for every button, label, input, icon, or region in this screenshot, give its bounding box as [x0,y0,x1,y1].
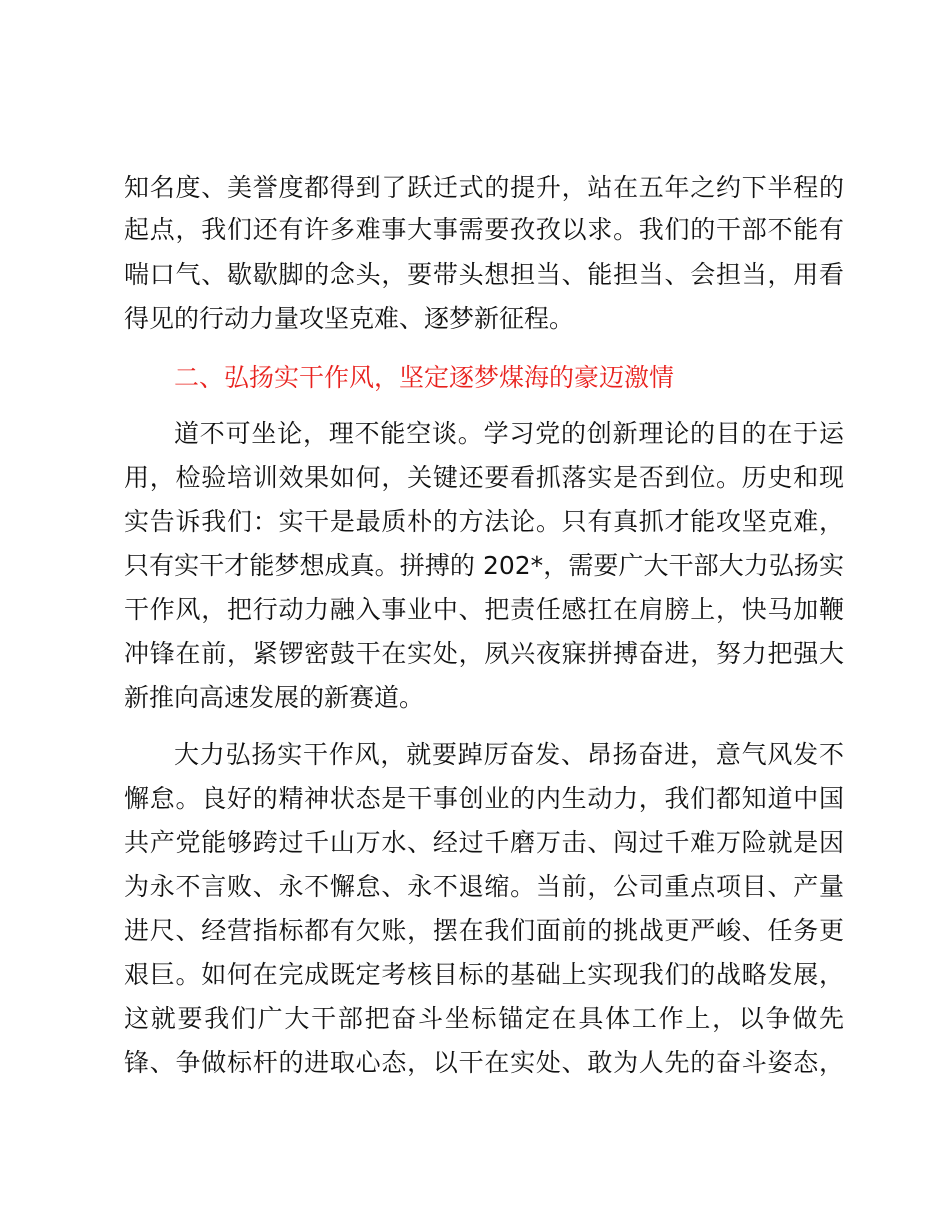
paragraph-2-line-3: 实告诉我们：实干是最质朴的方法论。只有真抓才能攻坚克难， [124,507,844,536]
paragraph-3-line-8: 锋、争做标杆的进取心态，以干在实处、敢为人先的奋斗姿态， [124,1048,844,1077]
paragraph-3-line-2: 懈怠。良好的精神状态是干事创业的内生动力，我们都知道中国 [124,784,844,813]
paragraph-3-line-3: 共产党能够跨过千山万水、经过千磨万击、闯过千难万险就是因 [124,828,844,857]
paragraph-2-line-1: 道不可坐论，理不能空谈。学习党的创新理论的目的在于运 [174,419,844,448]
paragraph-2-line-6: 冲锋在前，紧锣密鼓干在实处，夙兴夜寐拼搏奋进，努力把强大 [124,639,844,668]
paragraph-3-line-1: 大力弘扬实干作风，就要踔厉奋发、昂扬奋进，意气风发不 [174,740,844,769]
paragraph-1-line-4: 得见的行动力量攻坚克难、逐梦新征程。 [124,304,575,333]
paragraph-3-line-5: 进尺、经营指标都有欠账，摆在我们面前的挑战更严峻、任务更 [124,916,844,945]
paragraph-3-line-6: 艰巨。如何在完成既定考核目标的基础上实现我们的战略发展， [124,960,844,989]
paragraph-2-line-7: 新推向高速发展的新赛道。 [124,683,425,712]
paragraph-1-line-2: 起点，我们还有许多难事大事需要孜孜以求。我们的干部不能有 [124,215,844,244]
paragraph-1-line-3: 喘口气、歇歇脚的念头，要带头想担当、能担当、会担当，用看 [124,260,844,289]
paragraph-3-line-4: 为永不言败、永不懈怠、永不退缩。当前，公司重点项目、产量 [124,872,844,901]
paragraph-2-line-5: 干作风，把行动力融入事业中、把责任感扛在肩膀上，快马加鞭 [124,595,844,624]
paragraph-3-line-7: 这就要我们广大干部把奋斗坐标锚定在具体工作上，以争做先 [124,1004,844,1033]
paragraph-2-line-4: 只有实干才能梦想成真。拼搏的 202*，需要广大干部大力弘扬实 [124,551,844,580]
paragraph-2-line-2: 用，检验培训效果如何，关键还要看抓落实是否到位。历史和现 [124,463,844,492]
section-heading: 二、弘扬实干作风，坚定逐梦煤海的豪迈激情 [174,363,675,392]
paragraph-1-line-1: 知名度、美誉度都得到了跃迁式的提升，站在五年之约下半程的 [124,173,844,202]
